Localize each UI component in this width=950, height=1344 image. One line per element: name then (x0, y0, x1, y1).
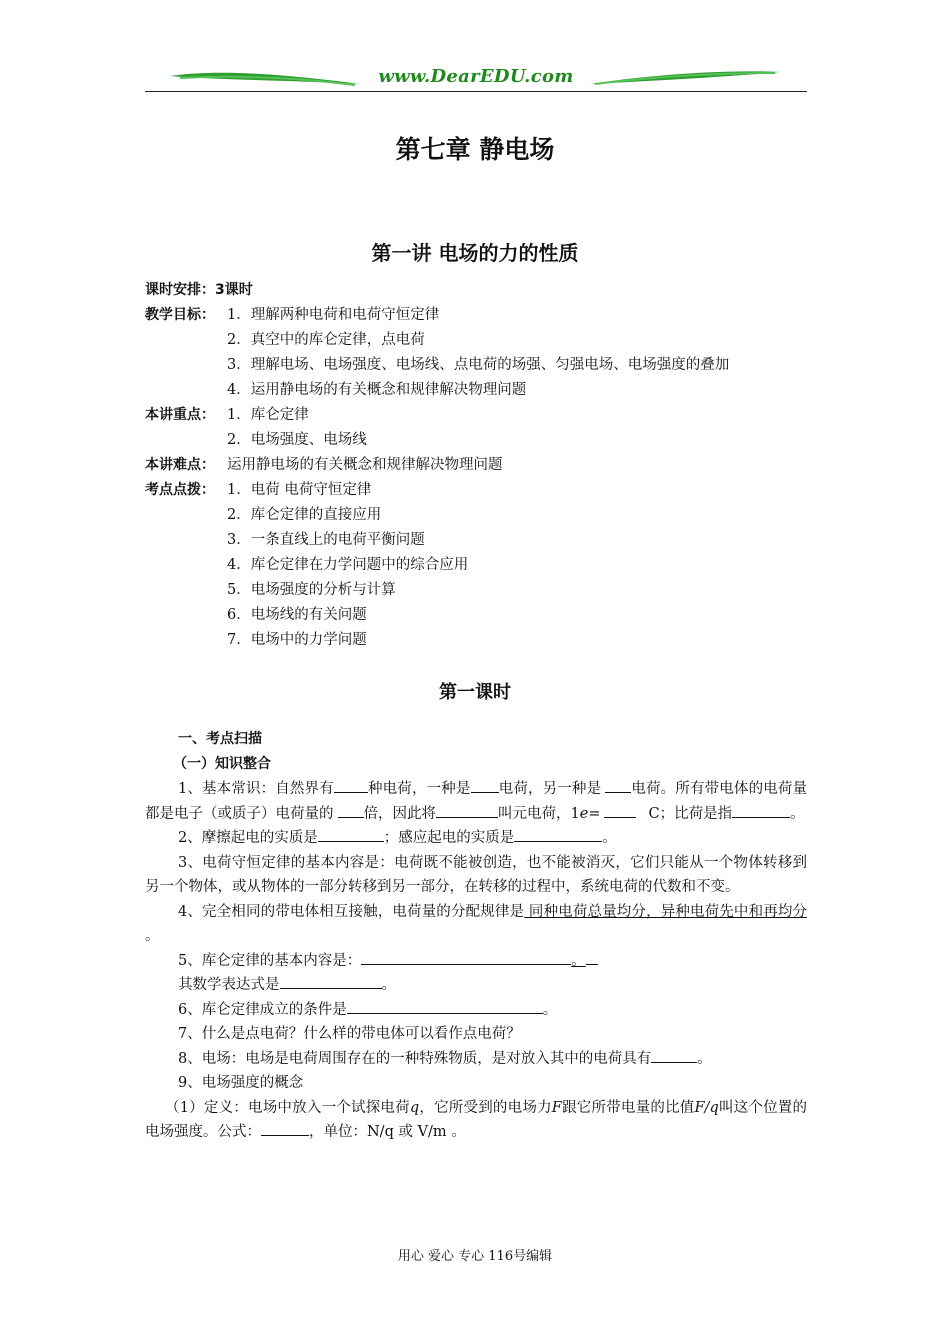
item-7: 7、什么是点电荷？什么样的带电体可以看作点电荷？ (178, 1026, 521, 1042)
goal-item: 2．真空中的库仑定律，点电荷 (227, 332, 425, 348)
subsection-heading: （一）知识整合 (173, 756, 271, 772)
goal-item: 1．理解两种电荷和电荷守恒定律 (227, 307, 440, 323)
lecture-title: 第一讲 电场的力的性质 (371, 241, 579, 265)
exam-item: 6．电场线的有关问题 (227, 607, 367, 623)
answer-blank[interactable] (605, 777, 631, 793)
answer-blank[interactable] (586, 949, 598, 965)
difficulty-row (145, 453, 810, 478)
item-6: 6、库仑定律成立的条件是 。 (145, 998, 807, 1023)
answer-blank[interactable] (280, 973, 382, 989)
goals-label: 教学目标： (145, 307, 215, 323)
exam-item: 1．电荷 电荷守恒定律 (227, 482, 372, 498)
item-5-formula: 其数学表达式是 。 (145, 973, 807, 998)
answer-blank[interactable] (347, 998, 543, 1014)
answer-blank[interactable] (732, 802, 790, 818)
answer-blank[interactable] (361, 949, 571, 965)
lesson-title: 第一课时 (439, 682, 511, 703)
key-item: 2．电场强度、电场线 (227, 432, 367, 448)
answer-blank[interactable] (334, 777, 368, 793)
goal-item: 3．理解电场、电场强度、电场线、点电荷的场强、匀强电场、电场强度的叠加 (227, 357, 730, 373)
item-2: 2、摩擦起电的实质是 ；感应起电的实质是 。 (145, 826, 807, 851)
item-9-1: （1）定义：电场中放入一个试探电荷q，它所受到的电场力F跟它所带电量的比值F/q叫这个位置的电场强度。公式： ，单位：N/q 或 V/m 。 (145, 1099, 808, 1140)
header-rule (145, 91, 807, 92)
lesson-info (145, 278, 810, 653)
item-5: 5、库仑定律的基本内容是： 。 (145, 949, 807, 974)
goals-row (145, 303, 810, 328)
exam-item: 2．库仑定律的直接应用 (227, 507, 382, 523)
site-logo-text[interactable]: www.DearEDU.com (378, 66, 574, 87)
lesson-body (145, 727, 807, 1145)
exam-label: 考点点拨： (145, 482, 215, 498)
exam-item: 5．电场强度的分析与计算 (227, 582, 396, 598)
answer-blank[interactable] (436, 802, 498, 818)
item-8: 8、电场：电场是电荷周围存在的一种特殊物质，是对放入其中的电荷具有 。 (145, 1047, 807, 1072)
key-label: 本讲重点： (145, 407, 215, 423)
item-3: 3、电荷守恒定律的基本内容是：电荷既不能被创造，也不能被消灭，它们只能从一个物体转移到另一个物体，或从物体的一部分转移到另一部分，在转移的过程中，系统电荷的代数和不变。 (145, 854, 807, 895)
key-item: 1．库仑定律 (227, 407, 309, 423)
page-footer: 用心 爱心 专心 116号编辑 (397, 1249, 553, 1264)
goal-item: 4．运用静电场的有关概念和规律解决物理问题 (227, 382, 527, 398)
item-1: 1、基本常识：自然界有 种电荷，一种是 电荷，另一种是 电荷。所有带电体的电荷量都是电子（或质子）电荷量的 倍，因此将 叫元电荷，1e= C；比荷是指 。 (145, 777, 807, 826)
answer-blank[interactable] (318, 826, 384, 842)
exam-row (145, 478, 810, 503)
answer-blank[interactable] (261, 1120, 309, 1136)
key-row (145, 403, 810, 428)
answer-blank[interactable] (604, 802, 636, 818)
answer-blank[interactable] (651, 1047, 697, 1063)
page-header (145, 62, 807, 92)
schedule-line: 课时安排：3课时 (145, 282, 253, 298)
difficulty-label: 本讲难点： (145, 457, 215, 473)
item-9: 9、电场强度的概念 (178, 1075, 304, 1091)
item-4: 4、完全相同的带电体相互接触，电荷量的分配规律是 同种电荷总量均分，异种电荷先中和再均分 。 (145, 903, 807, 944)
answer-blank[interactable] (471, 777, 499, 793)
exam-item: 3．一条直线上的电荷平衡问题 (227, 532, 425, 548)
chapter-title: 第七章 静电场 (395, 135, 555, 164)
difficulty-text: 运用静电场的有关概念和规律解决物理问题 (227, 457, 503, 473)
item-4-answer: 同种电荷总量均分，异种电荷先中和再均分 (524, 903, 807, 920)
exam-item: 7．电场中的力学问题 (227, 632, 367, 648)
answer-blank[interactable] (514, 826, 602, 842)
section-heading: 一、考点扫描 (178, 731, 262, 747)
exam-item: 4．库仑定律在力学问题中的综合应用 (227, 557, 469, 573)
answer-blank[interactable] (338, 802, 364, 818)
